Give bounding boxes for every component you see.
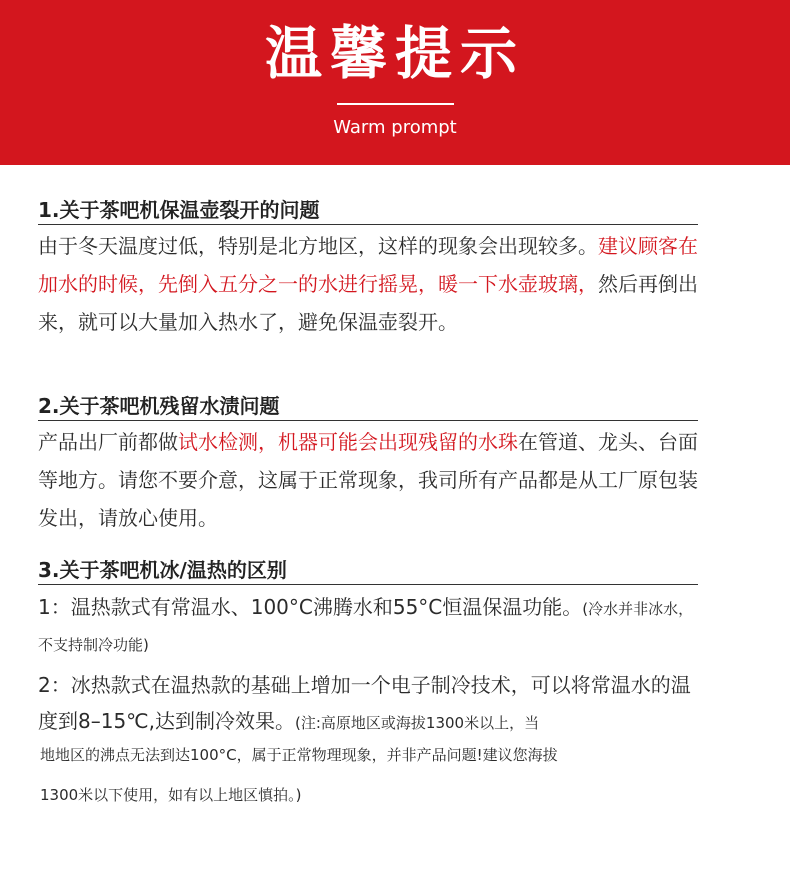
item-note-line: 地地区的沸点无法到达100°C，属于正常物理现象，并非产品问题!建议您海拔 — [40, 746, 558, 764]
item-text: 1：温热款式有常温水、100°C沸腾水和55°C恒温保温功能。 — [38, 595, 583, 619]
section-thermos-crack — [38, 196, 738, 341]
highlight-text: 建议顾客在加水的时候，先倒入五分之一的水进行摇晃，暖一下水壶玻璃， — [38, 234, 698, 296]
list-item — [38, 589, 698, 661]
item-note: (冷水并非冰水，不支持制冷功能) — [38, 600, 694, 654]
title-divider — [337, 103, 454, 105]
body-text: 产品出厂前都做 — [38, 430, 178, 454]
item-note: (注:高原地区或海拔1300米以上，当 — [295, 714, 540, 732]
section-body — [38, 227, 698, 341]
body-text: 由于冬天温度过低，特别是北方地区，这样的现象会出现较多。 — [38, 234, 598, 258]
page-subtitle: Warm prompt — [333, 117, 457, 138]
page-title: 温馨提示 — [265, 21, 525, 87]
body-text: 然后再倒出来，就可以大量加入热水了，避免保温壶裂开。 — [38, 272, 698, 334]
section-cold-warm-difference — [38, 556, 738, 811]
item-note-line: 1300米以下使用，如有以上地区慎拍。) — [40, 786, 302, 804]
highlight-text: 试水检测，机器可能会出现残留的水珠 — [178, 430, 518, 454]
item-text: 2：冰热款式在温热款的基础上增加一个电子制冷技术，可以将常温水的温度到8–15℃,达到制冷效果。 — [38, 673, 691, 733]
section-heading: 3.关于茶吧机冰/温热的区别 — [38, 556, 698, 585]
body-text: 在管道、龙头、台面等地方。请您不要介意，这属于正常现象，我司所有产品都是从工厂原包装发出，请放心使用。 — [38, 430, 698, 530]
section-body — [38, 423, 698, 537]
header-banner — [0, 0, 790, 165]
section-heading: 2.关于茶吧机残留水渍问题 — [38, 392, 698, 421]
list-item — [38, 667, 710, 739]
section-water-residue — [38, 392, 738, 537]
section-heading: 1.关于茶吧机保温壶裂开的问题 — [38, 196, 698, 225]
